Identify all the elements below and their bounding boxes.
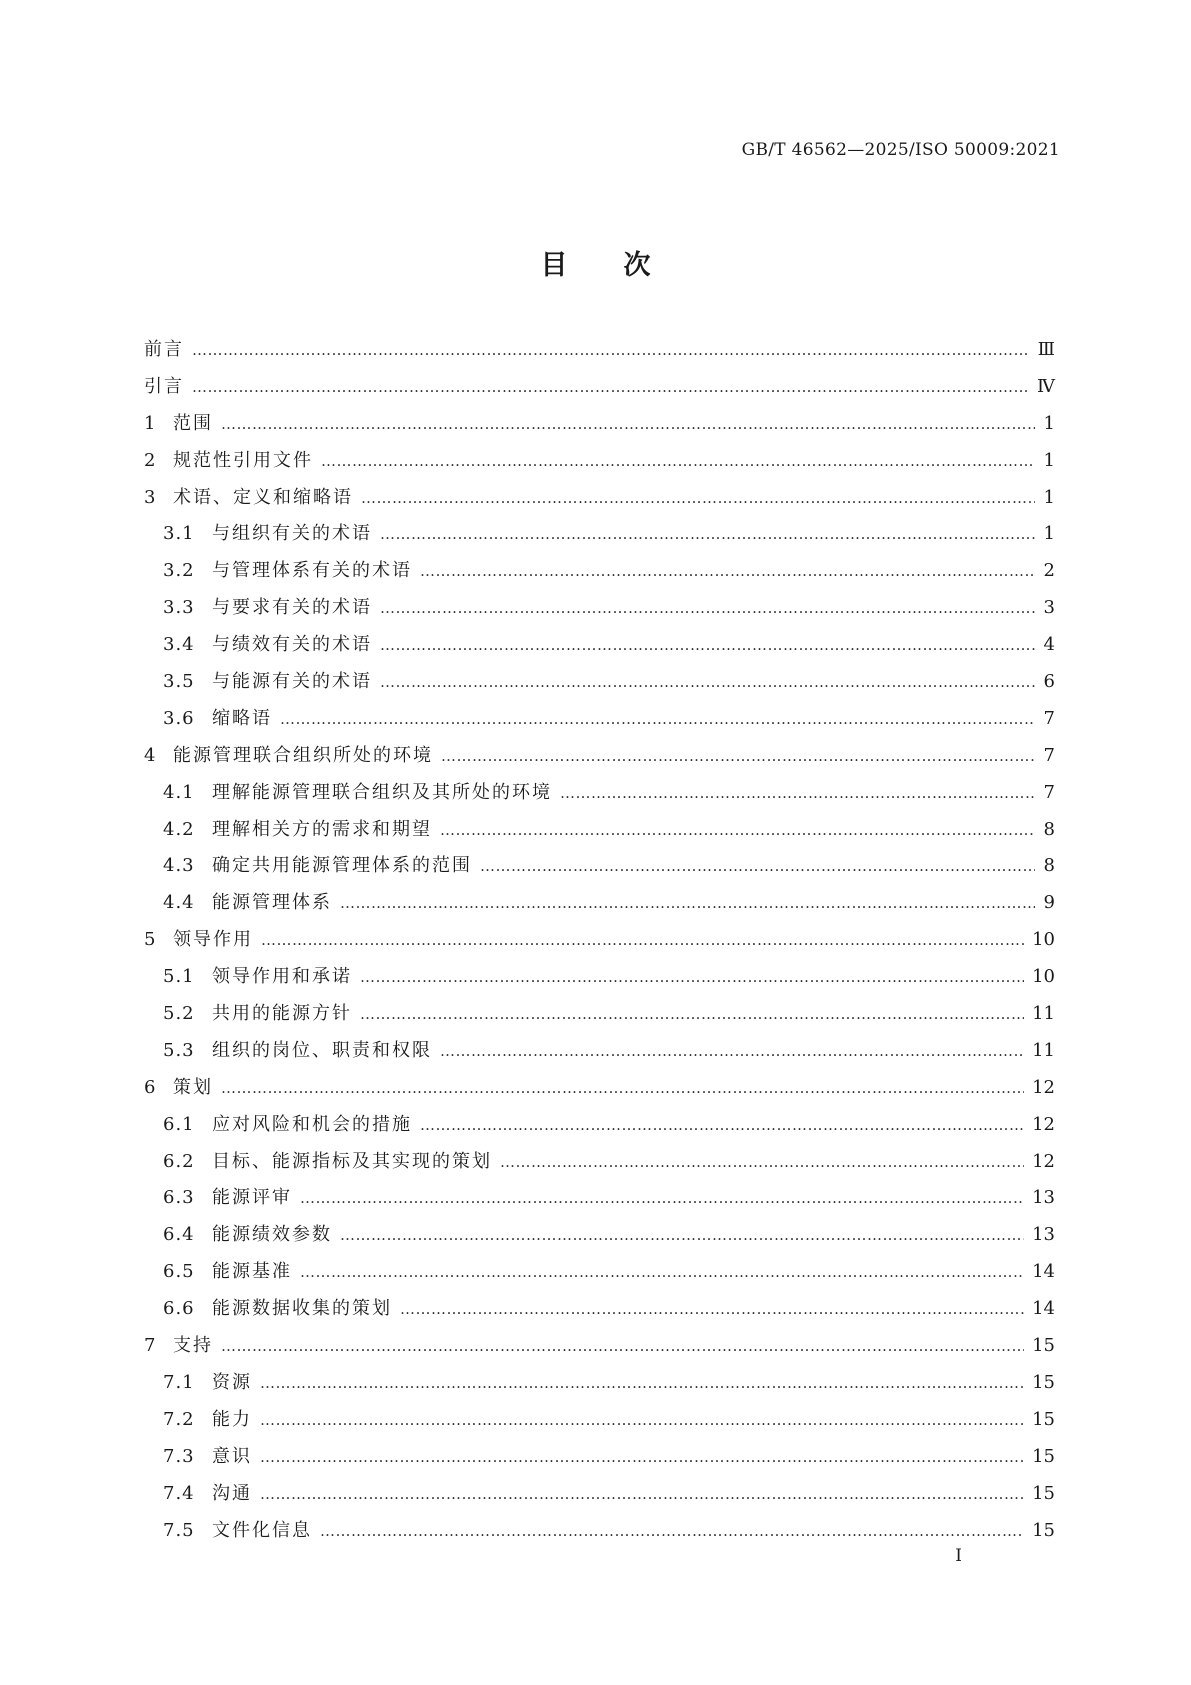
toc-dot-leader [360, 966, 1024, 988]
toc-entry-number: 3.5 [163, 671, 195, 693]
toc-entry-title: 能源绩效参数 [212, 1224, 332, 1246]
toc-entry-page: 11 [1032, 1003, 1055, 1025]
toc-entry-number: 5.1 [163, 966, 195, 988]
toc-entry-title: 能源基准 [212, 1261, 292, 1283]
toc-entry-title: 术语、定义和缩略语 [173, 486, 353, 508]
toc-entry-number: 7.5 [163, 1519, 195, 1541]
toc-dot-leader [260, 1446, 1024, 1468]
toc-entry[interactable] [144, 450, 1055, 487]
toc-entry-page: 7 [1043, 744, 1055, 766]
toc-entry-page: 1 [1043, 523, 1055, 545]
toc-entry-title: 支持 [173, 1335, 213, 1357]
toc-entry-page: 1 [1043, 449, 1055, 471]
toc-entry-title: 与管理体系有关的术语 [212, 560, 412, 582]
toc-entry-page: 13 [1032, 1224, 1055, 1246]
toc-entry[interactable] [144, 1003, 1055, 1040]
toc-entry-page: 1 [1043, 412, 1055, 434]
toc-entry-number: 3 [144, 486, 157, 508]
toc-entry[interactable] [144, 1224, 1055, 1261]
toc-dot-leader [400, 1298, 1024, 1320]
toc-entry-title: 意识 [212, 1445, 252, 1467]
toc-entry-title: 能力 [212, 1408, 252, 1430]
toc-entry-title: 能源数据收集的策划 [212, 1298, 392, 1320]
toc-entry[interactable] [144, 339, 1055, 376]
toc-dot-leader [440, 1040, 1024, 1062]
toc-entry-title: 文件化信息 [212, 1519, 312, 1541]
toc-entry-number: 4 [144, 744, 157, 766]
toc-entry-title: 确定共用能源管理体系的范围 [212, 855, 472, 877]
toc-dot-leader [380, 523, 1035, 545]
page-title: 目次 [540, 250, 707, 281]
toc-entry-title: 沟通 [212, 1482, 252, 1504]
toc-entry-number: 5.2 [163, 1003, 195, 1025]
toc-entry[interactable] [144, 1446, 1055, 1483]
toc-entry-title: 与绩效有关的术语 [212, 634, 372, 656]
toc-entry-title: 共用的能源方针 [212, 1003, 352, 1025]
page-number: I [955, 1546, 962, 1566]
toc-dot-leader [260, 1409, 1024, 1431]
toc-dot-leader [221, 413, 1035, 435]
toc-entry[interactable] [144, 1372, 1055, 1409]
toc-entry[interactable] [144, 1261, 1055, 1298]
toc-entry-title: 与能源有关的术语 [212, 671, 372, 693]
toc-entry-title: 能源管理体系 [212, 892, 332, 914]
toc-entry-page: 10 [1032, 929, 1055, 951]
toc-entry-page: 4 [1043, 634, 1055, 656]
toc-entry-number: 6.6 [163, 1298, 195, 1320]
toc-entry-title: 能源管理联合组织所处的环境 [173, 744, 433, 766]
toc-entry-page: 12 [1032, 1076, 1055, 1098]
toc-entry-page: 15 [1032, 1445, 1055, 1467]
toc-entry-page: 7 [1043, 707, 1055, 729]
toc-entry-title: 领导作用 [173, 929, 253, 951]
toc-entry-page: 1 [1043, 486, 1055, 508]
toc-entry-title: 组织的岗位、职责和权限 [212, 1039, 432, 1061]
toc-entry[interactable] [144, 560, 1055, 597]
toc-entry[interactable] [144, 929, 1055, 966]
toc-entry[interactable] [144, 708, 1055, 745]
toc-entry-page: 12 [1032, 1113, 1055, 1135]
toc-entry-title: 引言 [144, 375, 184, 397]
toc-dot-leader [361, 487, 1035, 509]
toc-entry-page: 7 [1043, 781, 1055, 803]
toc-dot-leader [380, 634, 1035, 656]
toc-entry[interactable] [144, 782, 1055, 819]
toc-entry-page: 3 [1043, 597, 1055, 619]
toc-dot-leader [441, 745, 1035, 767]
toc-entry-number: 3.4 [163, 634, 195, 656]
toc-entry[interactable] [144, 671, 1055, 708]
toc-entry-page: 13 [1032, 1187, 1055, 1209]
toc-entry-number: 3.6 [163, 707, 195, 729]
toc-entry-title: 缩略语 [212, 707, 272, 729]
toc-entry-number: 6.1 [163, 1113, 195, 1135]
toc-entry-page: 8 [1043, 818, 1055, 840]
toc-entry[interactable] [144, 1335, 1055, 1372]
toc-entry-number: 6 [144, 1076, 157, 1098]
toc-entry-title: 策划 [173, 1076, 213, 1098]
toc-entry-number: 6.3 [163, 1187, 195, 1209]
toc-entry[interactable] [144, 597, 1055, 634]
toc-entry[interactable] [144, 413, 1055, 450]
toc-entry-page: 2 [1043, 560, 1055, 582]
toc-entry-title: 应对风险和机会的措施 [212, 1113, 412, 1135]
toc-entry-number: 5 [144, 929, 157, 951]
toc-dot-leader [320, 1520, 1024, 1542]
toc-dot-leader [340, 1224, 1024, 1246]
toc-dot-leader [500, 1151, 1024, 1173]
toc-entry-page: 10 [1032, 966, 1055, 988]
toc-dot-leader [440, 819, 1035, 841]
toc-entry-title: 与要求有关的术语 [212, 597, 372, 619]
toc-dot-leader [221, 1077, 1024, 1099]
toc-entry-page: 15 [1032, 1482, 1055, 1504]
toc-entry-number: 4.3 [163, 855, 195, 877]
toc-entry-title: 理解相关方的需求和期望 [212, 818, 432, 840]
toc-entry[interactable] [144, 1077, 1055, 1114]
toc-entry-number: 4.4 [163, 892, 195, 914]
toc-entry[interactable] [144, 487, 1055, 524]
toc-entry-number: 6.5 [163, 1261, 195, 1283]
toc-dot-leader [260, 1483, 1024, 1505]
toc-entry-page: 15 [1032, 1371, 1055, 1393]
toc-entry[interactable] [144, 634, 1055, 671]
toc-entry-page: 15 [1032, 1519, 1055, 1541]
toc-entry[interactable] [144, 376, 1055, 413]
toc-entry-number: 4.2 [163, 818, 195, 840]
toc-entry-number: 7.2 [163, 1408, 195, 1430]
toc-dot-leader [260, 1372, 1024, 1394]
toc-dot-leader [340, 892, 1035, 914]
toc-entry-number: 4.1 [163, 781, 195, 803]
toc-dot-leader [380, 671, 1035, 693]
toc-entry-page: 15 [1032, 1335, 1055, 1357]
toc-entry-page: 12 [1032, 1150, 1055, 1172]
toc-entry-number: 3.1 [163, 523, 195, 545]
toc-entry-page: 9 [1043, 892, 1055, 914]
toc-dot-leader [560, 782, 1035, 804]
toc-dot-leader [300, 1261, 1024, 1283]
toc-dot-leader [192, 339, 1030, 361]
toc-entry[interactable] [144, 1483, 1055, 1520]
toc-entry-page: 11 [1032, 1039, 1055, 1061]
toc-entry-title: 前言 [144, 339, 184, 360]
toc-entry[interactable] [144, 892, 1055, 929]
toc-dot-leader [261, 929, 1024, 951]
toc-entry-number: 1 [144, 412, 157, 434]
toc-entry-title: 资源 [212, 1371, 252, 1393]
toc-entry-title: 范围 [173, 412, 213, 434]
document-code: GB/T 46562—2025/ISO 50009:2021 [741, 140, 1060, 160]
toc-entry-number: 6.2 [163, 1150, 195, 1172]
toc-entry-title: 领导作用和承诺 [212, 966, 352, 988]
toc-entry-title: 规范性引用文件 [173, 449, 313, 471]
toc-entry-title: 理解能源管理联合组织及其所处的环境 [212, 781, 552, 803]
toc-dot-leader [360, 1003, 1024, 1025]
toc-entry[interactable] [144, 1151, 1055, 1188]
toc-dot-leader [280, 708, 1035, 730]
table-of-contents [144, 339, 1055, 1556]
toc-entry[interactable] [144, 855, 1055, 892]
toc-entry[interactable] [144, 966, 1055, 1003]
toc-entry-page: Ⅳ [1037, 375, 1055, 397]
toc-entry-page: 14 [1032, 1261, 1055, 1283]
toc-dot-leader [321, 450, 1035, 472]
toc-dot-leader [300, 1187, 1024, 1209]
toc-entry-number: 2 [144, 449, 157, 471]
toc-entry-page: 6 [1043, 671, 1055, 693]
toc-entry-number: 7 [144, 1335, 157, 1357]
toc-entry[interactable] [144, 1409, 1055, 1446]
toc-entry[interactable] [144, 1187, 1055, 1224]
toc-entry[interactable] [144, 819, 1055, 856]
toc-entry[interactable] [144, 1298, 1055, 1335]
toc-entry-page: 15 [1032, 1408, 1055, 1430]
toc-entry[interactable] [144, 1114, 1055, 1151]
toc-entry-number: 5.3 [163, 1039, 195, 1061]
toc-entry-number: 6.4 [163, 1224, 195, 1246]
toc-dot-leader [221, 1335, 1024, 1357]
toc-dot-leader [192, 376, 1029, 398]
toc-entry-number: 7.3 [163, 1445, 195, 1467]
toc-entry[interactable] [144, 1520, 1055, 1557]
toc-entry[interactable] [144, 1040, 1055, 1077]
toc-entry-page: 8 [1043, 855, 1055, 877]
toc-entry[interactable] [144, 745, 1055, 782]
toc-entry-number: 3.2 [163, 560, 195, 582]
toc-entry[interactable] [144, 523, 1055, 560]
toc-entry-number: 7.4 [163, 1482, 195, 1504]
toc-dot-leader [480, 855, 1035, 877]
toc-entry-title: 目标、能源指标及其实现的策划 [212, 1150, 492, 1172]
toc-entry-page: 14 [1032, 1298, 1055, 1320]
toc-entry-title: 能源评审 [212, 1187, 292, 1209]
toc-dot-leader [420, 1114, 1024, 1136]
toc-entry-number: 3.3 [163, 597, 195, 619]
toc-dot-leader [380, 597, 1035, 619]
toc-entry-title: 与组织有关的术语 [212, 523, 372, 545]
toc-entry-number: 7.1 [163, 1371, 195, 1393]
toc-dot-leader [420, 560, 1035, 582]
toc-entry-page: Ⅲ [1037, 339, 1055, 360]
